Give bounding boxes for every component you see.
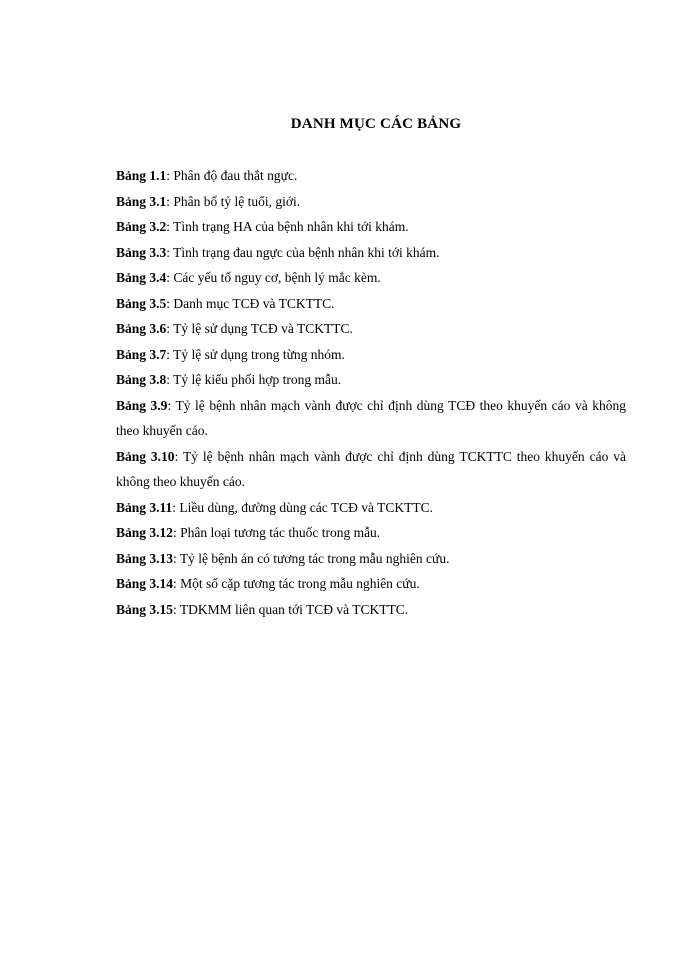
table-list xyxy=(116,163,626,622)
table-label: Bảng 3.10 xyxy=(116,448,175,464)
table-caption: : Tỷ lệ bệnh nhân mạch vành được chỉ định dùng TCKTTC theo khuyến cáo và không theo khuyến cáo. xyxy=(116,448,626,489)
list-item xyxy=(116,291,626,317)
table-label: Bảng 3.7 xyxy=(116,346,167,362)
table-label: Bảng 3.8 xyxy=(116,372,167,387)
table-caption: : TDKMM liên quan tới TCĐ và TCKTTC. xyxy=(173,601,409,617)
list-item xyxy=(116,214,626,240)
list-item xyxy=(116,495,626,521)
table-caption: : Tình trạng HA của bệnh nhân khi tới khám. xyxy=(166,219,409,234)
list-item xyxy=(116,444,626,495)
table-caption: : Phân bố tỷ lệ tuổi, giới. xyxy=(166,193,301,209)
list-item xyxy=(116,240,626,266)
list-item xyxy=(116,367,626,393)
table-caption: : Liều dùng, đường dùng các TCĐ và TCKTTC. xyxy=(172,499,433,515)
table-label: Bảng 3.12 xyxy=(116,525,174,540)
table-caption: : Tỷ lệ sử dụng TCĐ và TCKTTC. xyxy=(166,321,353,336)
table-caption: : Tình trạng đau ngực của bệnh nhân khi tới khám. xyxy=(166,244,440,260)
table-label: Bảng 3.13 xyxy=(116,550,174,566)
page-title: DANH MỤC CÁC BẢNG xyxy=(290,116,462,132)
table-caption: : Danh mục TCĐ và TCKTTC. xyxy=(166,295,335,311)
table-label: Bảng 3.3 xyxy=(116,244,167,260)
table-label: Bảng 3.1 xyxy=(116,193,167,209)
table-caption: : Phân độ đau thắt ngực. xyxy=(166,168,298,183)
table-caption: : Các yếu tố nguy cơ, bệnh lý mắc kèm. xyxy=(166,270,381,285)
table-label: Bảng 3.15 xyxy=(116,601,174,617)
table-label: Bảng 3.5 xyxy=(116,295,167,311)
list-item xyxy=(116,189,626,215)
table-label: Bảng 3.14 xyxy=(116,576,174,591)
table-caption: : Tỷ lệ bệnh nhân mạch vành được chỉ định dùng TCĐ theo khuyến cáo và không theo khuyến cáo. xyxy=(116,397,626,438)
list-item xyxy=(116,342,626,368)
table-caption: : Tỷ lệ sử dụng trong từng nhóm. xyxy=(166,346,345,362)
table-label: Bảng 3.6 xyxy=(116,321,167,336)
list-item xyxy=(116,265,626,291)
list-item xyxy=(116,571,626,597)
table-label: Bảng 3.11 xyxy=(116,499,173,515)
list-item xyxy=(116,520,626,546)
table-label: Bảng 3.2 xyxy=(116,219,167,234)
table-caption: : Tỷ lệ bệnh án có tương tác trong mẫu nghiên cứu. xyxy=(173,550,450,566)
list-item xyxy=(116,546,626,572)
table-label: Bảng 1.1 xyxy=(116,168,167,183)
table-label: Bảng 3.4 xyxy=(116,270,167,285)
list-item xyxy=(116,163,626,189)
list-item xyxy=(116,393,626,444)
table-label: Bảng 3.9 xyxy=(116,397,168,413)
table-caption: : Tỷ lệ kiểu phối hợp trong mẫu. xyxy=(166,372,342,387)
table-caption: : Một số cặp tương tác trong mẫu nghiên cứu. xyxy=(173,576,420,591)
table-caption: : Phân loại tương tác thuốc trong mẫu. xyxy=(173,525,381,540)
list-item xyxy=(116,316,626,342)
list-item xyxy=(116,597,626,623)
